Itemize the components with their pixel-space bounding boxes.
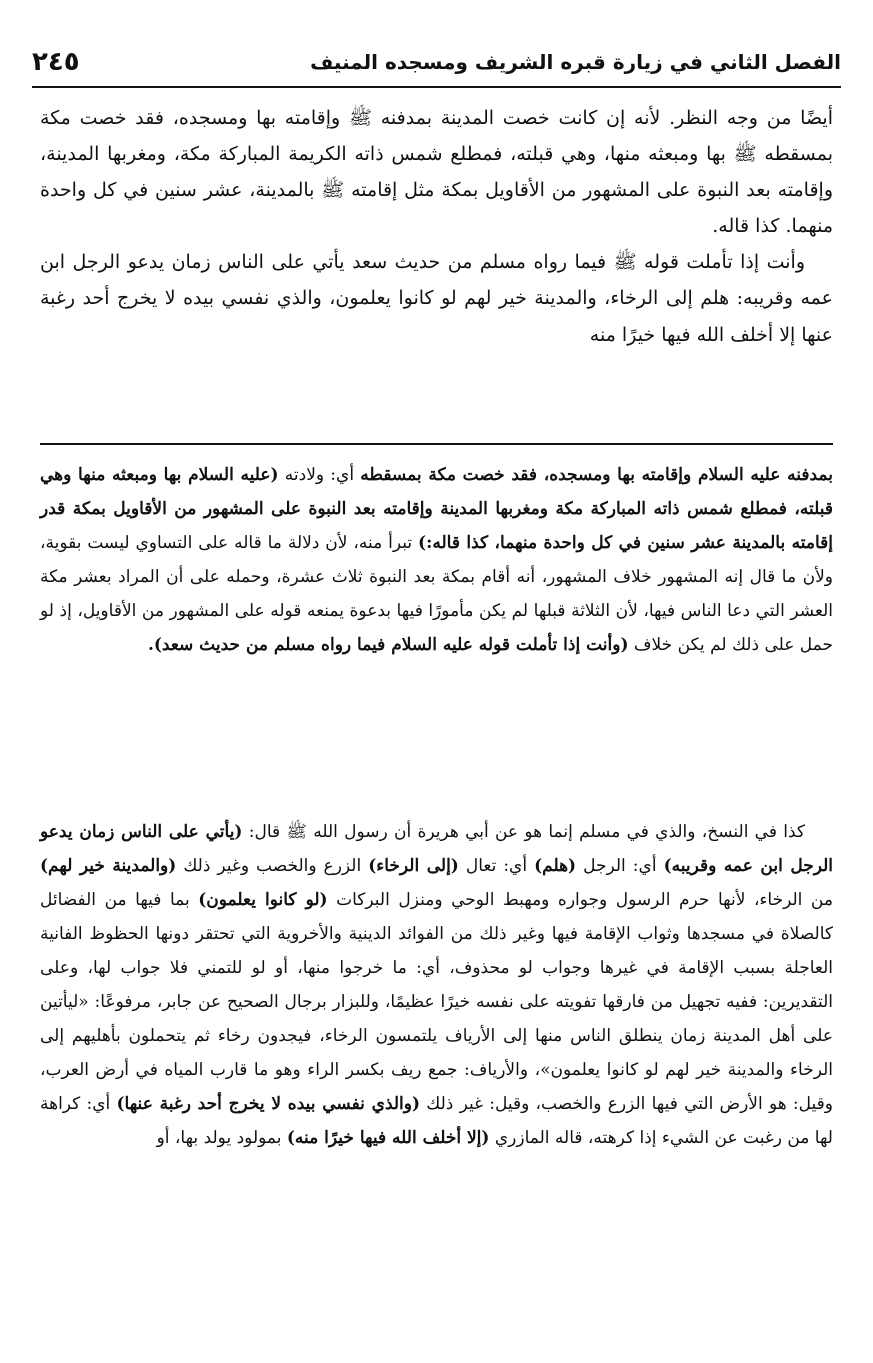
commentary-text: بما فيها من الفضائل كالصلاة في مسجدها وثواب الإقامة فيها وغير ذلك من الفوائد الدينية والأخروية التي تحتقر دونها الحظوظ الفانية العاجلة بسبب الإقامة في غيرها وجواب لو محذوف، أي: ما خرجوا منها، أو لو للتمني فلا جواب لها، وعلى التقديرين: ففيه تجهيل من فارقها تفويته على نفسه خيرًا عظيمًا، وللبزار برجال الصحيح عن جابر، مرفوعًا: «ليأتين على أهل المدينة زمان ينطلق الناس منها إلى الأرياف يلتمسون الرخاء، فيجدون رخاء ثم يتحملون بأهليهم إلى الرخاء والمدينة خير لهم لو كانوا يعلمون»، والأرياف: جمع ريف بكسر الراء وهو ما قارب المياه في أرض العرب، وقيل: هو الأرض التي فيها الزرع والخصب، وقيل: غير ذلك — [40, 890, 833, 1114]
commentary-text: أي: كراهة لها من رغبت عن الشيء إذا كرهته، قاله المازري — [40, 1094, 833, 1148]
commentary-text: أي: تعال — [458, 856, 535, 876]
main-text — [40, 100, 833, 353]
quoted-matn: (لو كانوا يعلمون) — [198, 890, 328, 910]
commentary-paragraph-1 — [40, 458, 833, 662]
quoted-matn: (وأنت إذا تأملت قوله عليه السلام فيما رواه مسلم من حديث سعد). — [147, 635, 629, 655]
quoted-matn: (هلم) — [534, 856, 577, 876]
commentary-text: كذا في النسخ، والذي في مسلم إنما هو عن أبي هريرة أن رسول الله ﷺ قال: — [242, 822, 805, 842]
quoted-matn: (إلا أخلف الله فيها خيرًا منه) — [286, 1128, 490, 1148]
commentary-text: تبرأ منه، لأن دلالة ما قاله على التساوي ليست بقوية، ولأن ما قال إنه المشهور خلاف المشهور، أنه أقام بمكة بعد النبوة ثلاث عشرة، وحمله على أن المراد بعشر مكة العشر التي دعا الناس فيها، لأن الثلاثة قبلها لم يكن مأمورًا فيها بدعوة يمنعه قوله على المشهور من الأقاويل، إذ لو حمل على ذلك لم يكن خلاف — [40, 533, 833, 655]
quoted-matn: (إلى الرخاء) — [368, 856, 459, 876]
quoted-matn: بمدفنه عليه السلام وإقامته بها ومسجده، فقد خصت مكة بمسقطه — [360, 465, 833, 485]
header-rule — [32, 86, 841, 88]
commentary-text: أي: الرجل — [576, 856, 664, 876]
running-head: الفصل الثاني في زيارة قبره الشريف ومسجده المنيف — [310, 50, 841, 74]
commentary-paragraph-2 — [40, 815, 833, 1155]
commentary-text: أي: ولادته — [278, 465, 361, 485]
commentary-text: بمولود يولد بها، أو — [156, 1128, 287, 1148]
main-paragraph-2: وأنت إذا تأملت قوله ﷺ فيما رواه مسلم من حديث سعد يأتي على الناس زمان يدعو الرجل ابن عمه وقريبه: هلم إلى الرخاء، والمدينة خير لهم لو كانوا يعلمون، والذي نفسي بيده لا يخرج أحد رغبة عنها إلا أخلف الله فيها خيرًا منه — [40, 251, 833, 346]
main-paragraph-1: أيضًا من وجه النظر. لأنه إن كانت خصت المدينة بمدفنه ﷺ وإقامته بها ومسجده، فقد خصت مكة بمسقطه ﷺ بها ومبعثه منها، وهي قبلته، فمطلع شمس ذاته الكريمة المباركة مكة، ومغربها المدينة، وإقامته بعد النبوة على المشهور من الأقاويل بمكة مثل إقامته ﷺ بالمدينة، عشر سنين في كل واحدة منهما. كذا قاله. — [40, 107, 833, 238]
quoted-matn: (يأتي على الناس زمان يدعو الرجل ابن عمه وقريبه) — [40, 822, 834, 876]
quoted-matn: (والمدينة خير لهم) — [40, 856, 177, 876]
quoted-matn: (والذي نفسي بيده لا يخرج أحد رغبة عنها) — [116, 1094, 421, 1114]
page-header — [32, 40, 841, 84]
commentary-text: من الرخاء، لأنها حرم الرسول وجواره ومهبط الوحي ومنزل البركات — [327, 890, 833, 910]
commentary-text: الزرع والخصب وغير ذلك — [176, 856, 369, 876]
commentary-divider — [40, 443, 833, 445]
quoted-matn: (عليه السلام بها ومبعثه منها وهي قبلته، فمطلع شمس ذاته المباركة مكة ومغربها المدينة وإقامته بعد النبوة على المشهور من الأقاويل بمكة قدر إقامته بالمدينة عشر سنين في كل واحدة منهما، كذا قاله:) — [40, 465, 833, 553]
page-number: ٢٤٥ — [32, 47, 80, 77]
